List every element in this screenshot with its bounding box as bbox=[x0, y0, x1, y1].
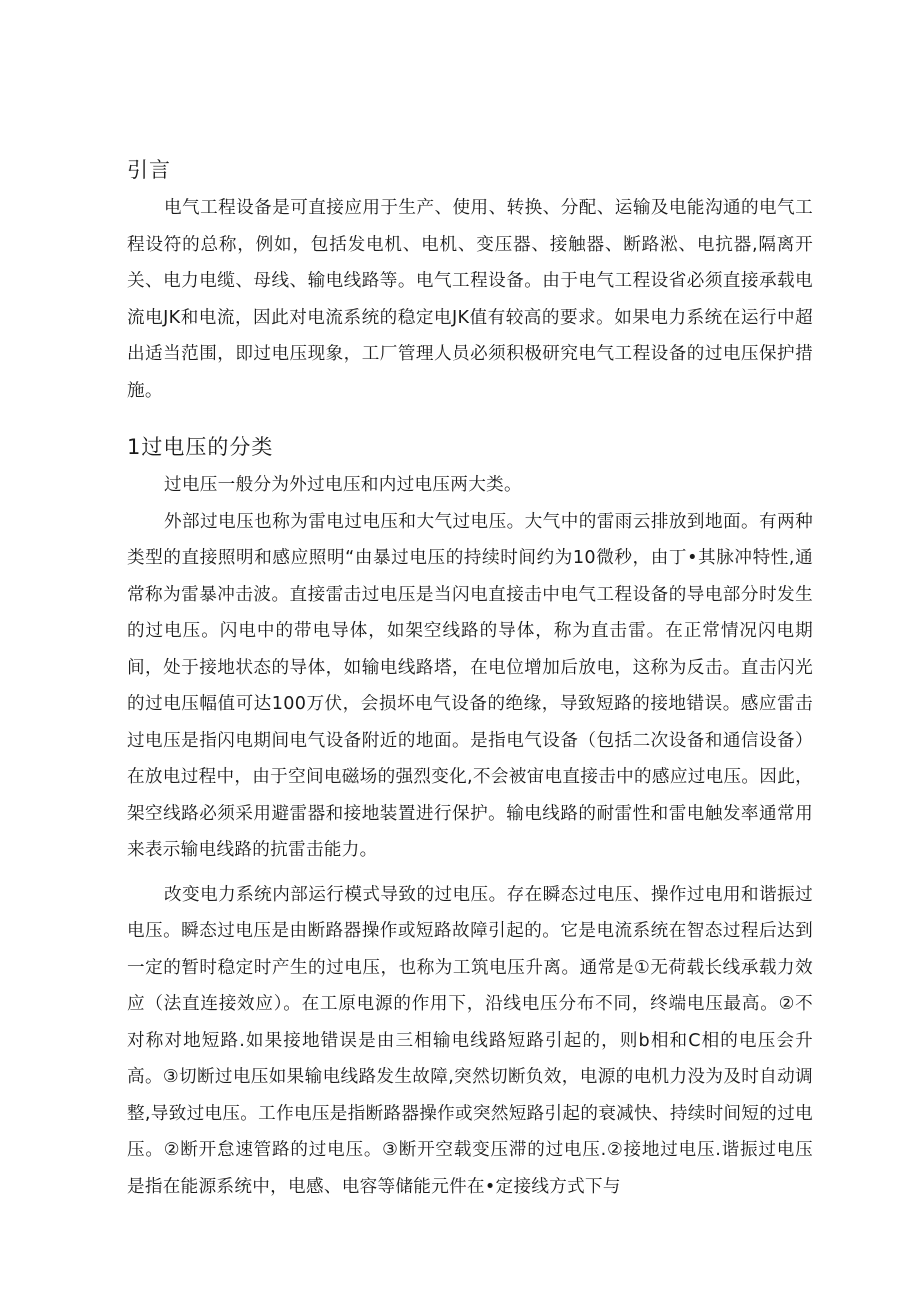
paragraph-classification: 过电压一般分为外过电压和内过电压两大类。 bbox=[164, 475, 522, 495]
section-heading: 1过电压的分类 bbox=[127, 435, 274, 459]
paragraph-internal-overvoltage: 改变电力系统内部运行模式导致的过电压。存在瞬态过电压、操作过电用和谐振过电压。瞬态过电压是由断路器操作或短路故障引起的。它是电流系统在智态过程后达到一定的暂时稳定时产生的过电压，也称为工筑电压升离。通常是①无荷载长线承载力效应（法直连接效应）。在工原电源的作用下，沿线电压分布不同，终端电压最高。②不对称对地短路.如果接地错误是由三相输电线路短路引起的，则b相和C相的电压会升高。③切断过电压如果输电线路发生故障,突然切断负效，电源的电机力没为及时自动调整,导致过电压。工作电压是指断路器操作或突然短路引起的衰减快、持续时间短的过电压。②断开怠速管路的过电压。③断开空载变压滞的过电压.②接地过电压.谐振过电压是指在能源系统中，电感、电容等储能元件在•定接线方式下与 bbox=[127, 884, 813, 1197]
intro-heading: 引言 bbox=[127, 158, 171, 182]
document-page bbox=[127, 150, 813, 1205]
paragraph-external-overvoltage: 外部过电压也称为雷电过电压和大气过电压。大气中的雷雨云排放到地面。有两种类型的直接照明和感应照明“由暴过电压的持续时间约为10微秒，由丁•其脉冲特性,通常称为雷暴冲击波。直接雷击过电压是当闪电直接击中电气工程设备的导电部分时发生的过电压。闪电中的带电导体，如架空线路的导体，称为直击雷。在正常情况闪电期间，处于接地状态的导体，如输电线路塔，在电位增加后放电，这称为反击。直击闪光的过电压幅值可达100万伏，会损坏电气设备的绝缘，导致短路的接地错误。感应雷击过电压是指闪电期间电气设备附近的地面。是指电气设备（包括二次设备和通信设备）在放电过程中，由于空间电磁场的强烈变化,不会被宙电直接击中的感应过电压。因此，架空线路必须采用避雷器和接地装置进行保护。输电线路的耐雷性和雷电触发率通常用来表示输电线路的抗雷击能力。 bbox=[127, 511, 813, 860]
intro-paragraph: 电气工程设备是可直接应用于生产、使用、转换、分配、运输及电能沟通的电气工程设符的总称，例如，包括发电机、电机、变压器、接触器、断路淞、电抗器,隔离开关、电力电缆、母线、输电线路等。电气工程设备。由于电气工程设省必须直接承载电流电JK和电流，因此对电流系统的稳定电JK值有较高的要求。如果电力系统在运行中超出适当范围，即过电压现象，工厂管理人员必须积极研究电气工程设备的过电压保护措施。 bbox=[127, 198, 813, 401]
